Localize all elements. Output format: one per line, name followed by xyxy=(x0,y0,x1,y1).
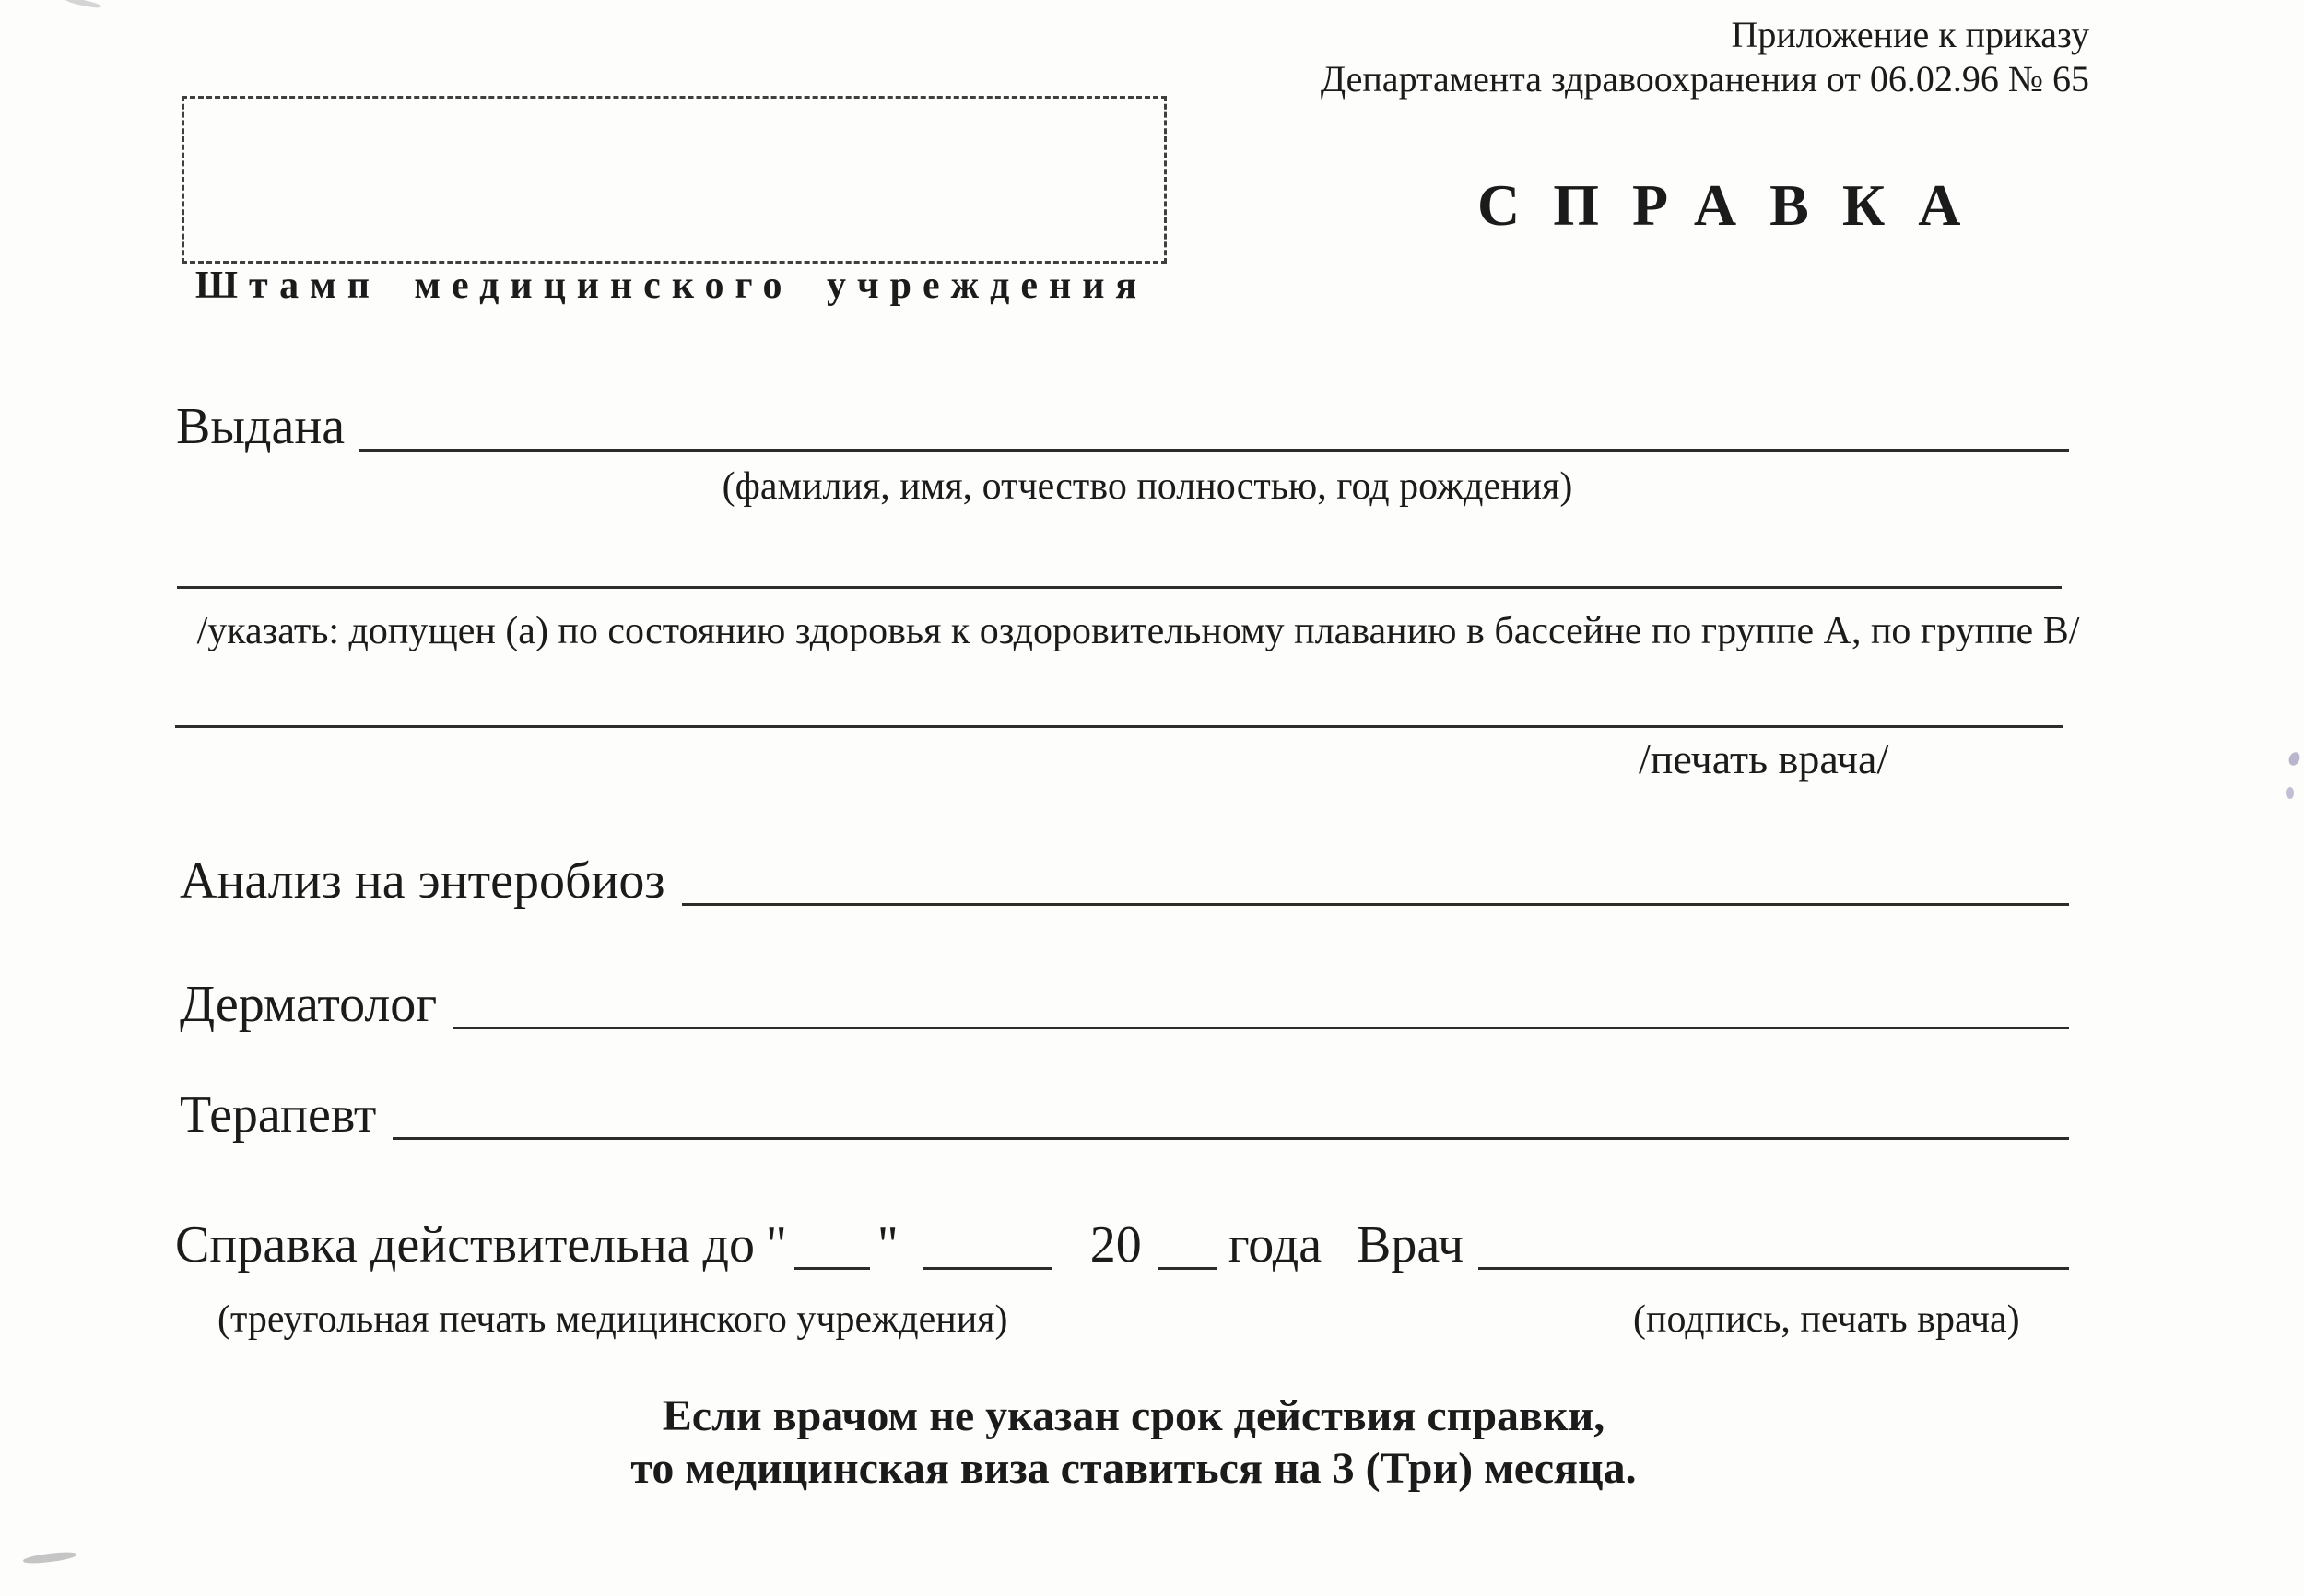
doctor-name-blank xyxy=(1478,1267,2069,1270)
medical-stamp-box xyxy=(182,96,1167,264)
validity-note xyxy=(180,1390,2087,1495)
page-title: СПРАВКА xyxy=(1477,172,1994,238)
scan-artifact-speck xyxy=(2286,787,2294,799)
annex-line-2: Департамента здравоохранения от 06.02.96 № 65 xyxy=(1320,58,2089,100)
validity-note-line-2: то медицинская виза ставиться на 3 (Три) месяца. xyxy=(630,1444,1637,1493)
close-quote: " xyxy=(876,1216,899,1273)
admission-hint: /указать: допущен (а) по состоянию здоровья к оздоровительному плаванию в бассейне по группе А, по группе В/ xyxy=(196,610,2080,652)
therapist-row xyxy=(180,1086,2069,1144)
doctor-label: Врач xyxy=(1357,1216,1464,1273)
dermatologist-row xyxy=(180,975,2069,1034)
validity-label: Справка действительна до xyxy=(175,1216,756,1273)
annex-reference xyxy=(1321,13,2089,101)
scan-artifact-smudge xyxy=(65,0,101,9)
enterobiosis-label: Анализ на энтеробиоз xyxy=(180,852,665,909)
validity-note-line-1: Если врачом не указан срок действия справки, xyxy=(662,1391,1605,1440)
stamp-box-caption: Штамп медицинского учреждения xyxy=(194,264,1148,307)
validity-row xyxy=(175,1215,2069,1274)
enterobiosis-row xyxy=(180,851,2069,910)
scan-artifact-speck xyxy=(2286,750,2301,767)
enterobiosis-blank xyxy=(682,903,2069,906)
signature-hint: (подпись, печать врача) xyxy=(1633,1298,2020,1341)
issued-to-blank xyxy=(359,449,2069,452)
therapist-label: Терапевт xyxy=(180,1086,377,1144)
issued-to-row xyxy=(176,397,2069,456)
validity-year-word: года xyxy=(1228,1216,1322,1273)
doctor-seal-hint: /печать врача/ xyxy=(1639,735,1889,782)
validity-day-blank xyxy=(794,1267,870,1270)
admission-blank-line xyxy=(177,586,2062,589)
dermatologist-blank xyxy=(453,1027,2069,1029)
validity-month-blank xyxy=(923,1267,1052,1270)
annex-line-1: Приложение к приказу xyxy=(1731,14,2089,55)
triangle-seal-hint: (треугольная печать медицинского учреждения) xyxy=(217,1298,1008,1341)
scan-artifact-smudge xyxy=(23,1550,77,1565)
validity-year-blank xyxy=(1158,1267,1217,1270)
validity-century: 20 xyxy=(1089,1216,1142,1273)
issued-to-hint: (фамилия, имя, отчество полностью, год рождения) xyxy=(722,465,1573,508)
dermatologist-label: Дерматолог xyxy=(180,976,438,1033)
therapist-blank xyxy=(393,1137,2069,1140)
issued-to-label: Выдана xyxy=(176,398,346,455)
doctor-seal-blank-line xyxy=(175,725,2063,728)
open-quote: " xyxy=(766,1216,787,1273)
